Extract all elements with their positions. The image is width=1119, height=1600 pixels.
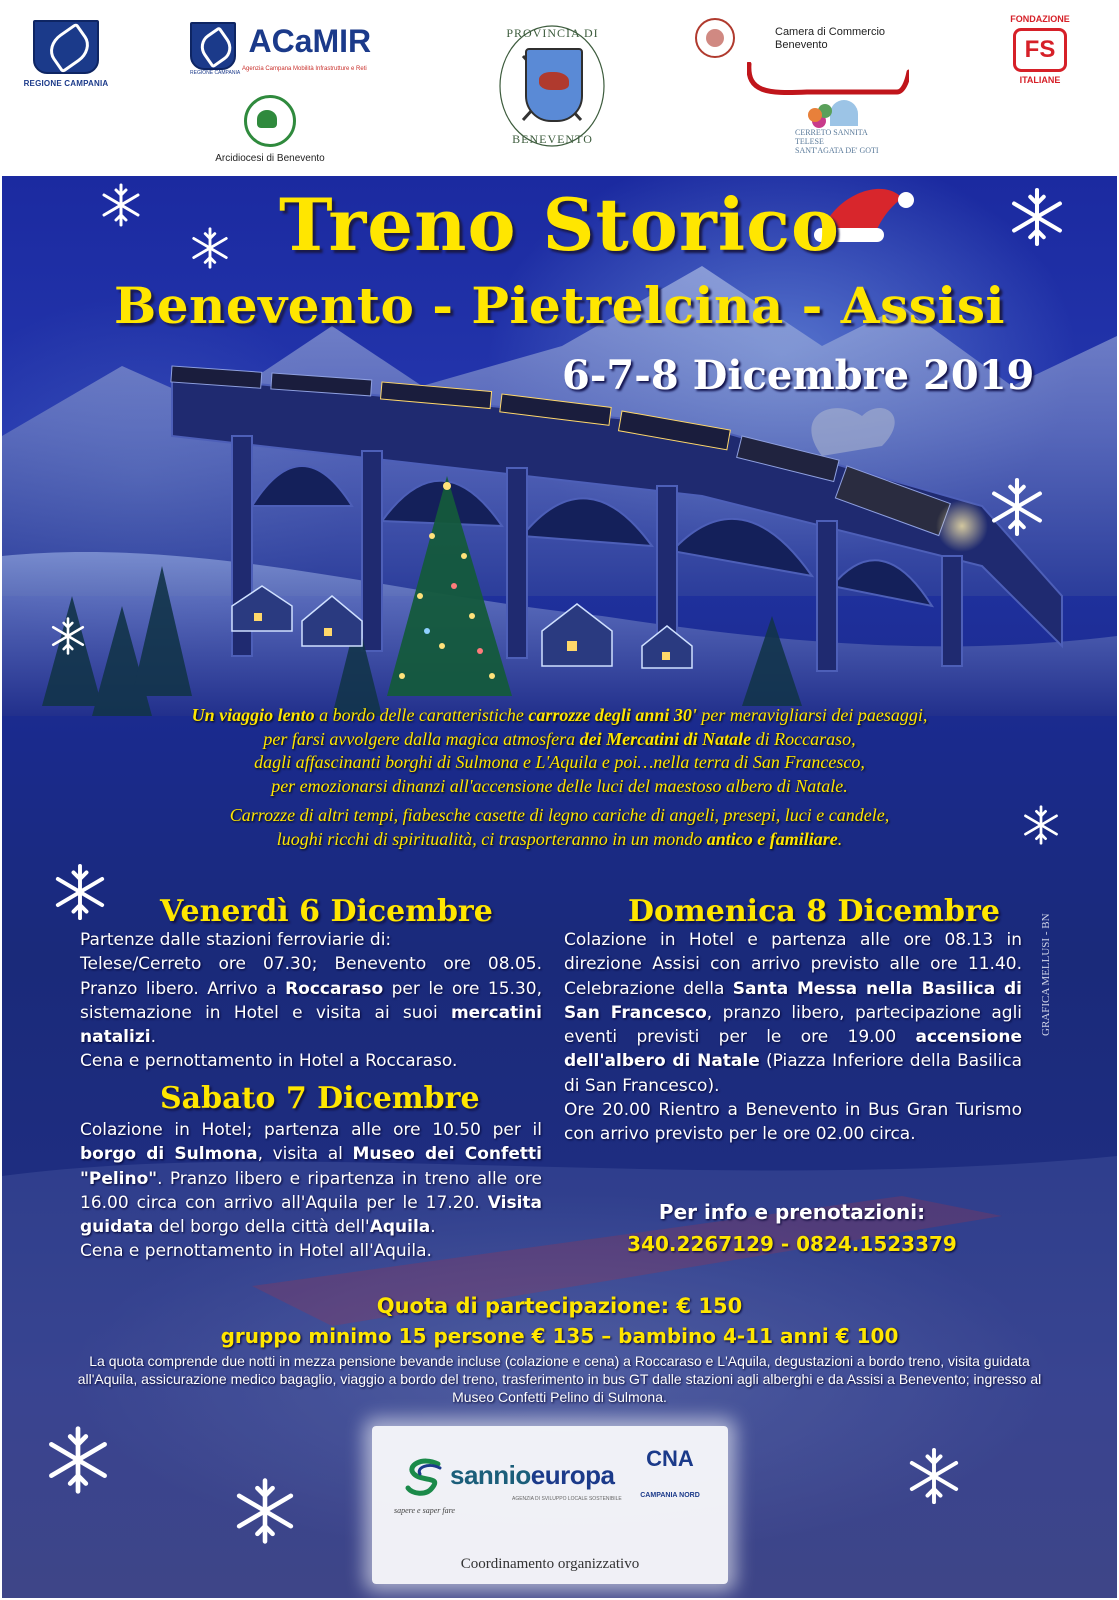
regione-campania-logo [20, 20, 112, 88]
fs-mark: FS [1013, 28, 1067, 72]
regione-campania-shield-icon [33, 20, 99, 74]
day1-title: Venerdì 6 Dicembre [160, 894, 493, 929]
acamir-logo [190, 22, 410, 76]
intro-text-span: per farsi avvolgere dalla magica atmosfera [263, 728, 580, 749]
day1-text-span: per le ore 15.30, sistemazione in Hotel e visita ai suoi [80, 978, 542, 1023]
day2-text-span: . Pranzo libero e ripartenza in treno alle ore 16.00 circa con arrivo all'Aquila per le 17.20. [80, 1168, 542, 1213]
day2-bold: Visita guidata [80, 1192, 542, 1238]
intro-text-span: per emozionarsi dinanzi all'accensione delle luci del maestoso albero di Natale. [271, 775, 848, 796]
arcidiocesi-logo [205, 95, 335, 164]
intro-bold: carrozze degli anni 30' [528, 705, 697, 725]
intro-text [42, 704, 1077, 857]
cerreto-diocesi-logo [795, 98, 905, 155]
provincia-shield-icon [525, 48, 583, 122]
snowflake-icon [50, 862, 110, 922]
sponsor-logos-header [0, 0, 1119, 175]
sannioeuropa-name [450, 1460, 614, 1491]
info-label: Per info e prenotazioni: [658, 1200, 926, 1224]
fs-label-top: FONDAZIONE [1010, 14, 1070, 24]
day3-title: Domenica 8 Dicembre [628, 894, 1000, 929]
intro-text-span: dagli affascinanti borghi di Sulmona e L'Aquila e poi…nella terra di San Francesco, [254, 752, 865, 772]
sannioeuropa-name-part2: europa [530, 1460, 615, 1490]
intro-text-span: a bordo delle caratteristiche [314, 705, 529, 725]
sannioeuropa-tagline: sapere e saper fare [394, 1506, 455, 1515]
day2-title: Sabato 7 Dicembre [160, 1081, 480, 1116]
arcidiocesi-seal-icon [244, 95, 296, 147]
day2-text-span: Colazione in Hotel; partenza alle ore 10.50 per il [80, 1120, 542, 1140]
camera-commercio-swoosh-icon [747, 62, 909, 98]
regione-campania-label: REGIONE CAMPANIA [23, 79, 109, 88]
acamir-region-label: REGIONE CAMPANIA [190, 70, 241, 76]
snowflake-icon [42, 1424, 114, 1496]
intro-text-span: per meravigliarsi dei paesaggi, [696, 705, 928, 725]
snowflake-icon [230, 1476, 300, 1546]
cerreto-line2: TELESE [795, 137, 824, 146]
provincia-label-top: PROVINCIA DI [506, 26, 599, 40]
day3-text-span: (Piazza Inferiore della Basilica di San Francesco). [564, 1051, 1023, 1096]
camera-commercio-line1: Camera di Commercio [775, 26, 886, 38]
snowflake-icon [904, 1446, 964, 1506]
day1-bold: Roccaraso [285, 978, 384, 999]
camera-commercio-seal-icon [695, 18, 735, 58]
day2-text-span: , visita al [257, 1144, 353, 1165]
fs-label-bottom: ITALIANE [1019, 75, 1061, 85]
intro-paragraph-1 [42, 704, 1077, 798]
organizer-caption: Coordinamento organizzativo [460, 1556, 640, 1572]
graphic-credit: GRAFICA MELLUSI - BN [1040, 913, 1052, 1036]
camera-commercio-name [775, 26, 885, 52]
day2-text [80, 1118, 542, 1264]
poster-title: Treno Storico [279, 182, 840, 267]
acamir-shield-icon [190, 22, 236, 70]
poster [2, 176, 1117, 1598]
provincia-benevento-logo [495, 20, 610, 155]
sannioeuropa-name-part1: sannio [450, 1460, 531, 1490]
poster-route: Benevento - Pietrelcina - Assisi [113, 276, 1006, 335]
cerreto-emblem-icon [800, 98, 870, 128]
price-details: gruppo minimo 15 persone € 135 – bambino 4-11 anni € 100 [220, 1324, 899, 1348]
provincia-label-bottom: BENEVENTO [512, 132, 593, 146]
day2-text-span: Cena e pernottamento in Hotel all'Aquila. [80, 1241, 432, 1262]
acamir-name: ACaMIR [248, 23, 372, 59]
day3-text [564, 928, 1022, 1147]
price-inclusions: La quota comprende due notti in mezza pensione bevande incluse (colazione e cena) a Roccaraso e L'Aquila, degustazioni a bordo treno, visita guidata all'Aquila, assicurazione medico bagaglio, viaggio a bordo del treno, trasferimento in bus GT dalle stazioni agli alberghi e da Assisi a Benevento; ingresso al Museo Confetti Pelino di Sulmona. [77, 1353, 1042, 1405]
day3-bold: accensione dell'albero di Natale [564, 1027, 1022, 1072]
fondazione-fs-logo [1000, 14, 1080, 85]
cna-mark: CNA [646, 1446, 694, 1471]
day1-text-span: . [150, 1027, 156, 1048]
sannioeuropa-logo-icon [402, 1454, 446, 1498]
price-heading: Quota di partecipazione: € 150 [376, 1294, 743, 1318]
poster-content [2, 176, 1117, 1598]
intro-text-span: . [837, 828, 843, 849]
day1-bold: mercatini natalizi [80, 1002, 542, 1048]
camera-commercio-line2: Benevento [775, 39, 828, 51]
day2-text-span: . [430, 1217, 436, 1238]
day1-text-span: Telese/Cerreto ore 07.30; Benevento ore 08.05. Pranzo libero. Arrivo a [80, 954, 542, 999]
day3-text-span: Ore 20.00 Rientro a Benevento in Bus Gran Turismo con arrivo previsto per le ore 02.00 circa. [564, 1100, 1022, 1145]
poster-dates: 6-7-8 Dicembre 2019 [562, 352, 1035, 399]
organizer-box [372, 1426, 728, 1584]
intro-text-span: di Roccaraso, [751, 728, 856, 749]
day3-bold: Santa Messa nella Basilica di San Francesco [564, 978, 1022, 1023]
day2-bold: borgo di Sulmona [80, 1144, 258, 1165]
intro-text-span: luoghi ricchi di spiritualità, ci trasporteranno in un mondo [276, 828, 707, 849]
intro-bold: dei Mercatini di Natale [579, 728, 752, 749]
day3-text-span: Colazione in Hotel e partenza alle ore 08.13 in direzione Assisi con arrivo previsto alle ore 11.40. Celebrazione della [564, 930, 1022, 999]
day2-bold: Aquila [369, 1217, 431, 1238]
day2-text-span: del borgo della città dell' [153, 1217, 370, 1238]
snowflake-icon [986, 476, 1048, 538]
intro-paragraph-2 [42, 804, 1077, 851]
info-phone-numbers: 340.2267129 - 0824.1523379 [627, 1232, 957, 1256]
intro-bold: antico e familiare [706, 828, 838, 849]
sannioeuropa-description: AGENZIA DI SVILUPPO LOCALE SOSTENIBILE [512, 1496, 622, 1502]
day2-bold: Museo dei Confetti "Pelino" [80, 1144, 542, 1189]
day1-text-span: Cena e pernottamento in Hotel a Roccaraso. [80, 1051, 458, 1072]
day1-text-span: Partenze dalle stazioni ferroviarie di: [80, 930, 392, 950]
acamir-subtitle: Agenzia Campana Mobilità Infrastrutture e Reti [242, 66, 367, 72]
cna-logo [640, 1446, 700, 1499]
arcidiocesi-name: Arcidiocesi di Benevento [215, 153, 325, 164]
intro-bold: Un viaggio lento [191, 705, 315, 725]
day1-text [80, 928, 542, 1074]
cna-subtitle: CAMPANIA NORD [640, 1492, 700, 1499]
cerreto-line3: SANT'AGATA DE' GOTI [795, 146, 879, 155]
day3-text-span: , pranzo libero, partecipazione agli eventi previsti per le ore 19.00 [564, 1002, 1023, 1048]
cerreto-line1: CERRETO SANNITA [795, 128, 868, 137]
intro-text-span: Carrozze di altri tempi, fiabesche casette di legno cariche di angeli, presepi, luci e candele, [229, 805, 890, 825]
snowflake-icon [48, 616, 88, 656]
